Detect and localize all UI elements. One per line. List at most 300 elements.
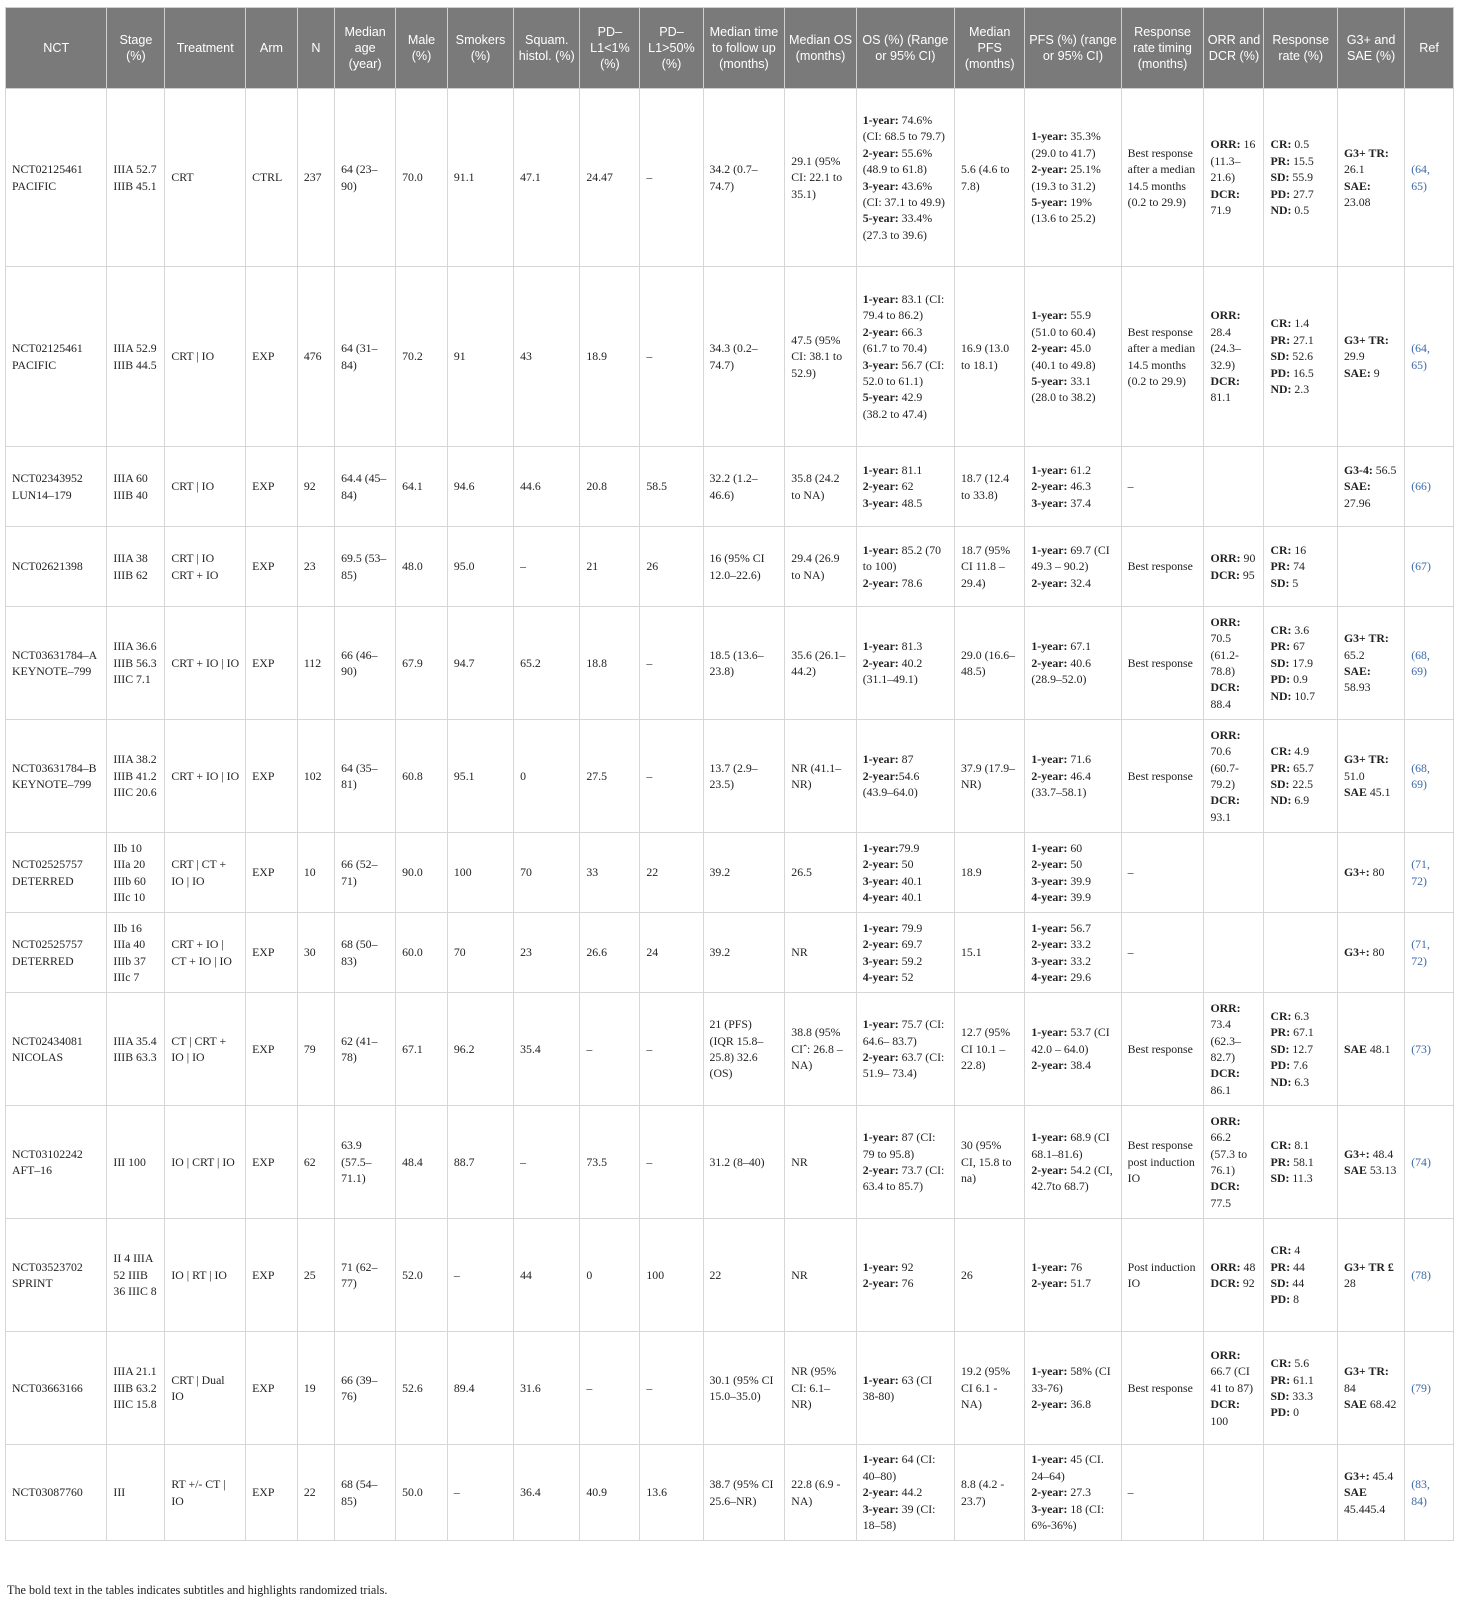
- orr-dcr-cell: [1204, 1332, 1264, 1445]
- os-cell-label: 3-year:: [862, 1501, 899, 1516]
- response-rate-cell-value: 3.6: [1291, 622, 1310, 637]
- pfs-cell: [1025, 1219, 1121, 1332]
- pfs-cell-label: 1-year:: [1031, 920, 1068, 935]
- median-pfs-cell: 18.7 (95% CI 11.8 – 29.4): [955, 527, 1025, 607]
- median-os-cell: 35.6 (26.1– 44.2): [785, 607, 856, 720]
- response-rate-cell-value: 5: [1289, 575, 1299, 590]
- response-rate-cell-line: [1270, 1137, 1330, 1153]
- g3-sae-cell: [1337, 1332, 1404, 1445]
- response-rate-cell-value: 8: [1290, 1292, 1299, 1307]
- followup-cell: 30.1 (95% CI 15.0–35.0): [703, 1332, 785, 1445]
- g3-sae-cell-value: 26.1: [1343, 162, 1365, 177]
- stage-cell: IIIA 38 IIIB 62: [107, 527, 165, 607]
- g3-sae-cell: [1337, 833, 1404, 913]
- male-cell: 70.2: [396, 267, 448, 447]
- median-os-cell: NR: [785, 1219, 856, 1332]
- response-rate-cell-label: CR:: [1270, 1138, 1292, 1153]
- nct-cell: NCT03087760: [6, 1445, 107, 1541]
- orr-dcr-cell-line: [1210, 307, 1257, 373]
- col-header: Male (%): [396, 8, 448, 89]
- os-cell-value: 50: [898, 857, 914, 872]
- ref-link[interactable]: (83, 84): [1405, 1445, 1454, 1541]
- g3-sae-cell-label: SAE:: [1343, 664, 1371, 678]
- response-rate-cell-line: [1270, 186, 1330, 202]
- ref-link[interactable]: (68, 69): [1405, 607, 1454, 720]
- orr-dcr-cell-label: DCR:: [1210, 1397, 1240, 1412]
- orr-dcr-cell: [1204, 993, 1264, 1106]
- stage-cell: III: [107, 1445, 165, 1541]
- smokers-cell: 91.1: [447, 89, 513, 267]
- col-header: Ref: [1405, 8, 1454, 89]
- response-timing-cell: Post induction IO: [1121, 1219, 1204, 1332]
- orr-dcr-cell: [1204, 607, 1264, 720]
- orr-dcr-cell-value: 92: [1239, 1276, 1255, 1290]
- median-age-cell: 68 (50–83): [335, 913, 396, 993]
- orr-dcr-cell-value: 88.4: [1210, 696, 1232, 711]
- g3-sae-cell-label: G3+ TR:: [1343, 145, 1389, 160]
- os-cell-line: [863, 969, 948, 985]
- os-cell: [856, 607, 954, 720]
- median-pfs-cell: 16.9 (13.0 to 18.1): [955, 267, 1025, 447]
- os-cell-line: [863, 389, 948, 422]
- pfs-cell-line: [1031, 638, 1114, 654]
- ref-link[interactable]: (73): [1405, 993, 1454, 1106]
- treatment-cell: CRT | IO CRT + IO: [165, 527, 246, 607]
- g3-sae-cell-line: [1344, 1162, 1398, 1178]
- g3-sae-cell-value: 23.08: [1343, 194, 1371, 209]
- pfs-cell-label: 1-year:: [1031, 1025, 1068, 1040]
- nct-cell: NCT03102242 AFT–16: [6, 1106, 107, 1219]
- os-cell-value: 62: [898, 479, 914, 494]
- os-cell-line: [863, 638, 948, 654]
- response-rate-cell-label: PD:: [1270, 672, 1291, 687]
- pfs-cell-label: 3-year:: [1031, 953, 1068, 968]
- response-rate-cell-label: CR:: [1270, 622, 1292, 637]
- ref-link[interactable]: (64, 65): [1405, 267, 1454, 447]
- followup-cell: 32.2 (1.2–46.6): [703, 447, 785, 527]
- g3-sae-cell-label: SAE:: [1343, 479, 1371, 494]
- response-rate-cell-value: 6.3: [1291, 1074, 1310, 1089]
- g3-sae-cell-value: 29.9: [1343, 349, 1365, 364]
- col-header: N: [297, 8, 334, 89]
- os-cell-line: [863, 1162, 948, 1195]
- male-cell: 48.4: [396, 1106, 448, 1219]
- pfs-cell-value: 60: [1067, 840, 1083, 855]
- os-cell-label: 2-year:: [862, 479, 899, 494]
- os-cell-label: 2-year:: [862, 937, 899, 952]
- median-os-cell: 29.1 (95% CI: 22.1 to 35.1): [785, 89, 856, 267]
- os-cell-value: 48.5: [898, 495, 923, 510]
- col-header: ORR and DCR (%): [1204, 8, 1264, 89]
- os-cell-line: [863, 920, 948, 936]
- pfs-cell-label: 5-year:: [1031, 373, 1068, 388]
- os-cell-value: 63 (CI 38-80): [862, 1372, 933, 1403]
- response-rate-cell-value: 65.7: [1290, 760, 1314, 775]
- g3-sae-cell-label: G3+ TR £: [1343, 1259, 1394, 1274]
- response-rate-cell-label: ND:: [1270, 793, 1292, 808]
- response-rate-cell-value: 52.6: [1289, 349, 1314, 364]
- orr-dcr-cell-value: 81.1: [1210, 390, 1232, 405]
- pfs-cell-line: [1031, 161, 1114, 194]
- pfs-cell-value: 45 (CI. 24–64): [1031, 1452, 1104, 1483]
- g3-sae-cell-value: 80: [1369, 865, 1385, 880]
- ref-link[interactable]: (74): [1405, 1106, 1454, 1219]
- response-rate-cell-line: [1270, 792, 1330, 808]
- response-timing-cell: Best response post induction IO: [1121, 1106, 1204, 1219]
- g3-sae-cell-value: 27.96: [1343, 495, 1371, 510]
- pfs-cell-label: 2-year:: [1031, 162, 1068, 177]
- stage-cell: II 4 IIIA 52 IIIB 36 IIIC 8: [107, 1219, 165, 1332]
- pfs-cell-value: 46.3: [1067, 479, 1092, 494]
- pfs-cell: [1025, 267, 1121, 447]
- ref-link[interactable]: (78): [1405, 1219, 1454, 1332]
- orr-dcr-cell-line: [1210, 1275, 1257, 1291]
- pfs-cell-label: 1-year:: [1031, 639, 1068, 654]
- g3-sae-cell-value: 65.2: [1343, 647, 1365, 662]
- ref-link[interactable]: (68, 69): [1405, 720, 1454, 833]
- orr-dcr-cell-line: [1210, 1396, 1257, 1429]
- pfs-cell-line: [1031, 655, 1114, 688]
- response-rate-cell-line: [1270, 1404, 1330, 1420]
- g3-sae-cell-label: SAE: [1343, 1041, 1367, 1056]
- male-cell: 52.0: [396, 1219, 448, 1332]
- os-cell-label: 1-year:: [862, 1017, 899, 1032]
- orr-dcr-cell-label: DCR:: [1210, 567, 1240, 582]
- os-cell: [856, 1219, 954, 1332]
- n-cell: 25: [297, 1219, 334, 1332]
- stage-cell: III 100: [107, 1106, 165, 1219]
- ref-link[interactable]: (66): [1405, 447, 1454, 527]
- orr-dcr-cell-line: [1210, 792, 1257, 825]
- response-rate-cell-line: [1270, 1024, 1330, 1040]
- response-rate-cell-line: [1270, 655, 1330, 671]
- pdl1-high-cell: 22: [640, 833, 703, 913]
- response-rate-cell-value: 0.5: [1291, 137, 1310, 152]
- response-rate-cell: [1264, 1219, 1337, 1332]
- ref-link[interactable]: (79): [1405, 1332, 1454, 1445]
- smokers-cell: 95.1: [447, 720, 513, 833]
- response-rate-cell-line: [1270, 365, 1330, 381]
- orr-dcr-cell-label: ORR:: [1210, 727, 1241, 742]
- pfs-cell-label: 1-year:: [1031, 308, 1068, 323]
- os-cell-value: 87: [898, 752, 914, 767]
- orr-dcr-cell-label: ORR:: [1210, 614, 1241, 629]
- median-os-cell: 22.8 (6.9 - NA): [785, 1445, 856, 1541]
- squam-cell: 35.4: [514, 993, 580, 1106]
- pfs-cell-value: 76: [1067, 1259, 1083, 1274]
- pdl1-high-cell: –: [640, 720, 703, 833]
- response-rate-cell-label: PD:: [1270, 1292, 1291, 1307]
- pdl1-low-cell: 26.6: [580, 913, 640, 993]
- pdl1-low-cell: –: [580, 993, 640, 1106]
- pfs-cell-value: 19% (13.6 to 25.2): [1031, 194, 1096, 226]
- g3-sae-cell-line: [1344, 1468, 1398, 1484]
- col-header: Smokers (%): [447, 8, 513, 89]
- pfs-cell-label: 1-year:: [1031, 1364, 1068, 1379]
- os-cell-value: 81.3: [898, 639, 923, 654]
- response-rate-cell-label: SD:: [1270, 349, 1290, 364]
- pfs-cell-value: 67.1: [1067, 639, 1092, 654]
- squam-cell: 23: [514, 913, 580, 993]
- male-cell: 60.0: [396, 913, 448, 993]
- pfs-cell-line: [1031, 575, 1114, 591]
- pdl1-high-cell: –: [640, 89, 703, 267]
- arm-cell: EXP: [246, 1219, 298, 1332]
- smokers-cell: 91: [447, 267, 513, 447]
- squam-cell: 47.1: [514, 89, 580, 267]
- response-rate-cell-label: CR:: [1270, 1356, 1292, 1371]
- response-rate-cell-value: 27.7: [1290, 186, 1314, 201]
- pfs-cell-label: 1-year:: [1031, 840, 1068, 855]
- table-row: [6, 607, 1454, 720]
- os-cell-label: 2-year:: [862, 1485, 899, 1500]
- squam-cell: 31.6: [514, 1332, 580, 1445]
- pfs-cell-line: [1031, 1259, 1114, 1275]
- pfs-cell-label: 3-year:: [1031, 873, 1068, 888]
- orr-dcr-cell-value: 90: [1240, 551, 1256, 566]
- os-cell-label: 1-year:: [862, 639, 899, 654]
- median-age-cell: 64 (31–84): [335, 267, 396, 447]
- pfs-cell-line: [1031, 920, 1114, 936]
- response-rate-cell: [1264, 993, 1337, 1106]
- orr-dcr-cell-value: 66.2 (57.3 to 76.1): [1210, 1130, 1248, 1177]
- pfs-cell-value: 50: [1067, 857, 1083, 872]
- ref-link[interactable]: (64, 65): [1405, 89, 1454, 267]
- pfs-cell-label: 2-year:: [1031, 655, 1068, 670]
- response-rate-cell-line: [1270, 1008, 1330, 1024]
- pdl1-low-cell: 18.9: [580, 267, 640, 447]
- orr-dcr-cell-value: 100: [1210, 1413, 1229, 1428]
- n-cell: 476: [297, 267, 334, 447]
- nct-cell: NCT02525757 DETERRED: [6, 833, 107, 913]
- response-rate-cell-line: [1270, 1259, 1330, 1275]
- pfs-cell-line: [1031, 307, 1114, 340]
- os-cell-label: 5-year:: [862, 390, 899, 405]
- orr-dcr-cell-value: 77.5: [1210, 1195, 1232, 1210]
- median-pfs-cell: 15.1: [955, 913, 1025, 993]
- arm-cell: EXP: [246, 1106, 298, 1219]
- os-cell-value: 63.7 (CI: 51.9– 73.4): [862, 1050, 945, 1081]
- pfs-cell-line: [1031, 936, 1114, 952]
- nct-cell: NCT02525757 DETERRED: [6, 913, 107, 993]
- pfs-cell-label: 3-year:: [1031, 495, 1068, 510]
- g3-sae-cell: [1337, 1445, 1404, 1541]
- response-rate-cell-label: PR:: [1270, 153, 1291, 168]
- os-cell-line: [863, 1501, 948, 1534]
- stage-cell: IIb 16 IIIa 40 IIIb 37 IIIc 7: [107, 913, 165, 993]
- pfs-cell: [1025, 527, 1121, 607]
- os-cell-line: [863, 291, 948, 324]
- os-cell-line: [863, 542, 948, 575]
- os-cell-label: 1-year:: [862, 840, 899, 855]
- pdl1-low-cell: 27.5: [580, 720, 640, 833]
- os-cell-value: 44.2: [898, 1485, 923, 1500]
- pdl1-high-cell: –: [640, 993, 703, 1106]
- ref-link[interactable]: (71, 72): [1405, 913, 1454, 993]
- male-cell: 50.0: [396, 1445, 448, 1541]
- g3-sae-cell: [1337, 527, 1404, 607]
- stage-cell: IIIA 52.7 IIIB 45.1: [107, 89, 165, 267]
- ref-link[interactable]: (67): [1405, 527, 1454, 607]
- os-cell: [856, 833, 954, 913]
- os-cell-line: [863, 768, 948, 801]
- os-cell-value: 43.6% (CI: 37.1 to 49.9): [862, 178, 945, 209]
- response-rate-cell-label: PR:: [1270, 1259, 1291, 1274]
- response-rate-cell-label: CR:: [1270, 316, 1292, 331]
- os-cell-value: 56.7 (CI: 52.0 to 61.1): [862, 357, 945, 388]
- nct-cell: NCT03631784–B KEYNOTE–799: [6, 720, 107, 833]
- treatment-cell: CRT | CT + IO | IO: [165, 833, 246, 913]
- response-rate-cell-label: ND:: [1270, 688, 1292, 703]
- g3-sae-cell-label: SAE: [1343, 1163, 1367, 1177]
- os-cell: [856, 913, 954, 993]
- table-row: [6, 1445, 1454, 1541]
- pfs-cell: [1025, 1332, 1121, 1445]
- response-rate-cell-line: [1270, 381, 1330, 397]
- median-os-cell: 29.4 (26.9 to NA): [785, 527, 856, 607]
- orr-dcr-cell-label: DCR:: [1210, 373, 1240, 388]
- response-rate-cell-value: 67.1: [1290, 1025, 1314, 1040]
- response-rate-cell-label: PR:: [1270, 760, 1291, 775]
- pfs-cell-line: [1031, 953, 1114, 969]
- response-rate-cell-label: PR:: [1270, 639, 1291, 654]
- g3-sae-cell-label: G3+ TR:: [1343, 1364, 1389, 1379]
- g3-sae-cell-value: 56.5: [1372, 462, 1397, 477]
- os-cell: [856, 1332, 954, 1445]
- response-rate-cell-label: PR:: [1270, 1372, 1291, 1387]
- col-header: Squam. histol. (%): [514, 8, 580, 89]
- response-rate-cell-line: [1270, 202, 1330, 218]
- g3-sae-cell-label: G3-4:: [1343, 462, 1373, 477]
- response-rate-cell: [1264, 607, 1337, 720]
- response-timing-cell: –: [1121, 447, 1204, 527]
- pfs-cell-value: 68.9 (CI 68.1–81.6): [1031, 1130, 1110, 1161]
- smokers-cell: 94.7: [447, 607, 513, 720]
- pfs-cell-line: [1031, 340, 1114, 373]
- response-rate-cell-value: 16: [1291, 542, 1307, 557]
- pdl1-low-cell: 18.8: [580, 607, 640, 720]
- response-rate-cell: [1264, 913, 1337, 993]
- os-cell-line: [863, 1484, 948, 1500]
- squam-cell: 70: [514, 833, 580, 913]
- g3-sae-cell-label: G3+:: [1343, 865, 1370, 880]
- stage-cell: IIIA 21.1 IIIB 63.2 IIIC 15.8: [107, 1332, 165, 1445]
- g3-sae-cell-line: [1344, 784, 1398, 800]
- pfs-cell-line: [1031, 969, 1114, 985]
- arm-cell: EXP: [246, 720, 298, 833]
- pfs-cell-value: 39.9: [1067, 889, 1092, 904]
- response-rate-cell-line: [1270, 671, 1330, 687]
- pfs-cell-line: [1031, 751, 1114, 767]
- os-cell-line: [863, 953, 948, 969]
- os-cell-value: 52: [898, 969, 914, 984]
- table-row: [6, 913, 1454, 993]
- g3-sae-cell: [1337, 1219, 1404, 1332]
- table-footnote: The bold text in the tables indicates subtitles and highlights randomized trials.: [7, 1583, 388, 1597]
- response-rate-cell-value: 67: [1290, 639, 1305, 654]
- response-rate-cell-line: [1270, 1170, 1330, 1186]
- pfs-cell-value: 18 (CI: 6%-36%): [1031, 1501, 1105, 1533]
- response-rate-cell-value: 58.1: [1290, 1154, 1314, 1169]
- ref-link[interactable]: (71, 72): [1405, 833, 1454, 913]
- os-cell-label: 4-year:: [862, 969, 899, 984]
- response-timing-cell: Best response after a median 14.5 months (0.2 to 29.9): [1121, 267, 1204, 447]
- header-row: [6, 8, 1454, 89]
- response-rate-cell-value: 6.9: [1291, 793, 1310, 808]
- pfs-cell-label: 1-year:: [1031, 1259, 1068, 1274]
- nct-cell: NCT02343952 LUN14–179: [6, 447, 107, 527]
- col-header: OS (%) (Range or 95% CI): [856, 8, 954, 89]
- orr-dcr-cell-value: 95: [1239, 567, 1255, 582]
- pfs-cell-line: [1031, 873, 1114, 889]
- pdl1-high-cell: –: [640, 1332, 703, 1445]
- pfs-cell-value: 36.8: [1067, 1397, 1092, 1412]
- os-cell: [856, 1445, 954, 1541]
- os-cell-value: 73.7 (CI: 63.4 to 85.7): [862, 1163, 945, 1194]
- col-header: PD– L1<1% (%): [580, 8, 640, 89]
- os-cell: [856, 89, 954, 267]
- table-row: [6, 1219, 1454, 1332]
- os-cell-value: 54.6 (43.9–64.0): [862, 768, 920, 800]
- os-cell-label: 4-year:: [862, 889, 899, 904]
- pfs-cell: [1025, 607, 1121, 720]
- pdl1-high-cell: 100: [640, 1219, 703, 1332]
- response-rate-cell-line: [1270, 1372, 1330, 1388]
- n-cell: 19: [297, 1332, 334, 1445]
- median-os-cell: 26.5: [785, 833, 856, 913]
- treatment-cell: CRT + IO | IO: [165, 607, 246, 720]
- os-cell-line: [863, 889, 948, 905]
- pdl1-low-cell: 33: [580, 833, 640, 913]
- response-timing-cell: Best response: [1121, 1332, 1204, 1445]
- os-cell: [856, 720, 954, 833]
- pfs-cell-value: 69.7 (CI 49.3 – 90.2): [1031, 542, 1110, 574]
- followup-cell: 18.5 (13.6– 23.8): [703, 607, 785, 720]
- median-os-cell: NR (95% CI: 6.1–NR): [785, 1332, 856, 1445]
- median-pfs-cell: 19.2 (95% CI 6.1 - NA): [955, 1332, 1025, 1445]
- os-cell-line: [863, 145, 948, 178]
- response-rate-cell: [1264, 720, 1337, 833]
- os-cell-line: [863, 495, 948, 511]
- n-cell: 23: [297, 527, 334, 607]
- pfs-cell-label: 2-year:: [1031, 575, 1068, 590]
- pfs-cell-label: 1-year:: [1031, 1452, 1068, 1467]
- median-pfs-cell: 8.8 (4.2 - 23.7): [955, 1445, 1025, 1541]
- response-rate-cell-label: SD:: [1270, 1171, 1290, 1186]
- orr-dcr-cell-line: [1210, 186, 1257, 219]
- treatment-cell: IO | CRT | IO: [165, 1106, 246, 1219]
- response-rate-cell-line: [1270, 153, 1330, 169]
- g3-sae-cell: [1337, 267, 1404, 447]
- pfs-cell-label: 2-year:: [1031, 1163, 1068, 1177]
- col-header: PFS (%) (range or 95% CI): [1025, 8, 1121, 89]
- male-cell: 70.0: [396, 89, 448, 267]
- g3-sae-cell-line: [1344, 1363, 1398, 1396]
- g3-sae-cell-label: SAE:: [1343, 365, 1371, 380]
- response-rate-cell-value: 4.9: [1291, 744, 1310, 759]
- pfs-cell-value: 37.4: [1067, 495, 1092, 510]
- smokers-cell: 95.0: [447, 527, 513, 607]
- os-cell-label: 1-year:: [862, 462, 899, 477]
- os-cell-line: [863, 462, 948, 478]
- os-cell-value: 40.2 (31.1–49.1): [862, 655, 923, 687]
- response-rate-cell-label: SD:: [1270, 1041, 1290, 1056]
- stage-cell: IIIA 38.2 IIIB 41.2 IIIC 20.6: [107, 720, 165, 833]
- orr-dcr-cell-value: 71.9: [1210, 203, 1232, 218]
- orr-dcr-cell-value: 48: [1240, 1259, 1256, 1274]
- g3-sae-cell-line: [1344, 1396, 1398, 1412]
- g3-sae-cell-label: SAE: [1343, 1397, 1367, 1412]
